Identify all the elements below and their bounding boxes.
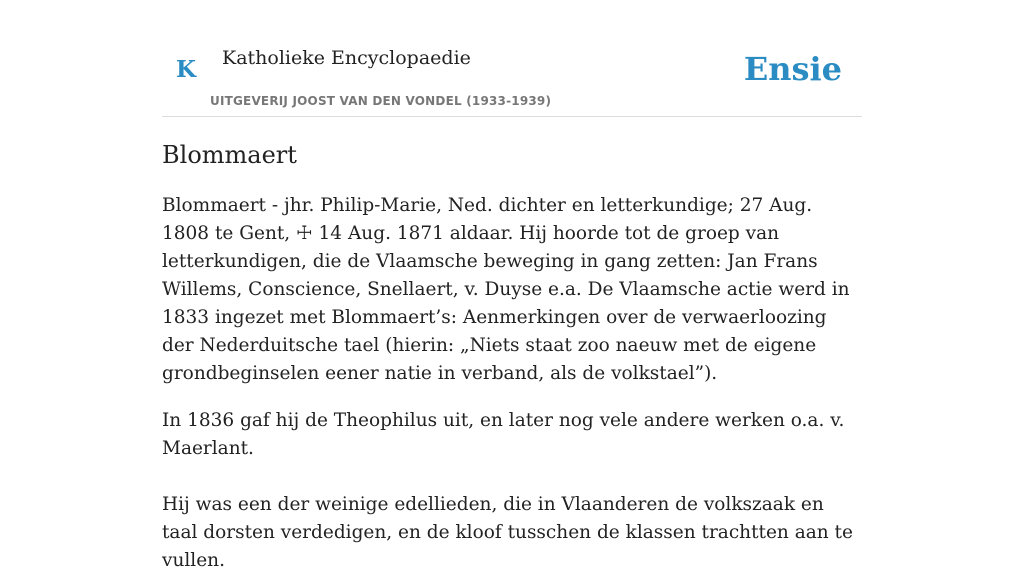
- article-paragraph: Blommaert - jhr. Philip-Marie, Ned. dichter en letterkundige; 27 Aug. 1808 te Gent, ☩ 14 Aug. 1871 aldaar. Hij hoorde tot de groep van letterkundigen, die de Vlaamsche beweging in gang zetten: Jan Frans Willems, Conscience, Snellaert, v. Duyse e.a. De Vlaamsche actie werd in 1833 ingezet met Blommaert’s: Aenmerkingen over de verwaerloozing der Nederduitsche tael (hierin: „Niets staat zoo naeuw met de eigene grondbeginselen eener natie in verband, als de volkstael”).: [162, 195, 850, 384]
- article-paragraph: In 1836 gaf hij de Theophilus uit, en later nog vele andere werken o.a. v. Maerlant.: [162, 410, 845, 459]
- article-paragraph: Hij was een der weinige edellieden, die in Vlaanderen de volkszaak en taal dorsten verdedigen, en de kloof tusschen de klassen trachtten aan te vullen.: [162, 494, 853, 571]
- publisher-label: UITGEVERIJ JOOST VAN DEN VONDEL (1933-1939): [210, 94, 552, 108]
- ensie-brand-logo[interactable]: Ensie: [743, 50, 842, 88]
- logo-icon[interactable]: K: [176, 56, 196, 83]
- encyclopedia-title-link[interactable]: Katholieke Encyclopaedie: [222, 47, 471, 69]
- site-header: [162, 0, 862, 117]
- article-content: [162, 192, 862, 575]
- article-title: Blommaert: [162, 141, 297, 169]
